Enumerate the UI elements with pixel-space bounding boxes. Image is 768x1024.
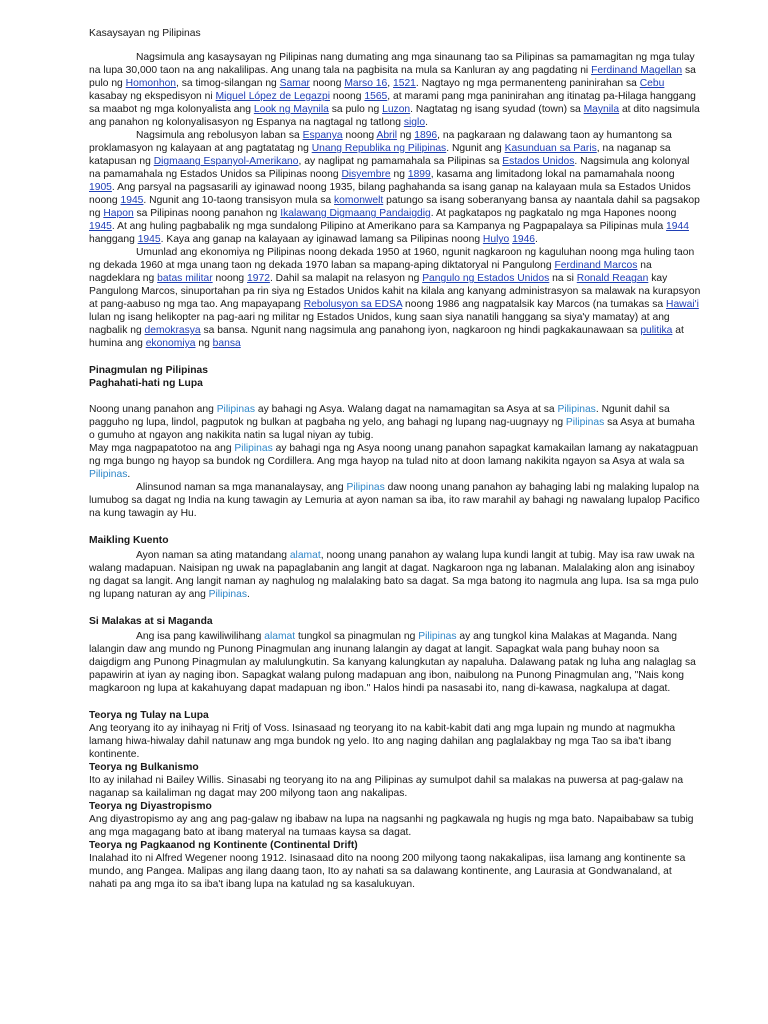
text-run: noong 1986 ang nagpatalsik kay Marcos (na tumakas sa [402, 299, 667, 310]
pagkaanod-paragraph: Inalahad ito ni Alfred Wegener noong 1912. Isinasaad dito na noong 200 milyong taong nakakalipas, iisa lamang ang kontinente sa mundo, ang Pangea. Malipas ang ilang daang taon, Ito ay nahati sa sa dalawang kontinente, ang Laurasia at Gondwanaland, at nahati pa ang mga ito sa iba't ibang lupa na katulad ng sa kasalukuyan. [89, 853, 686, 890]
wiki-link[interactable]: batas militar [157, 273, 213, 284]
wiki-link[interactable]: Hulyo [482, 234, 510, 245]
wiki-link[interactable]: 1905 [89, 182, 112, 193]
wiki-link[interactable]: ekonomiya [145, 338, 196, 349]
text-run: . Dahil sa malapit na relasyon ng [269, 273, 423, 284]
wiki-link[interactable]: Disyembre [341, 169, 391, 180]
wiki-link[interactable]: 1945 [137, 234, 161, 245]
wiki-link[interactable]: Maynila [583, 104, 620, 115]
text-run: ay ang tungkol kina Malakas at Maganda. Nang lalangin daw ang mundo ng Punong Pinagmulan ang inunang lalangin ay dagat at langit. Sapagkat wala pang buhay noon sa daigdigm ang Punong Pinagmulan ay malulungkutin. Sa kanyang kalungkutan ay napaluha. Dalawang patak ng luha ang nalaglag sa papawirin at iyan ay naging ibon. Sapagkat walang pulong madapuan ang ibon, naibulong na Punong Pinagmulan ang, "Nais kong magkaroon ng lupa at kakahuyang dapat madapuan ng ibon." Halos hindi pa nasasabi ito, nang di-kawasa, nagkalupa at dagat. [89, 631, 696, 694]
text-run: Umunlad ang ekonomiya ng Pilipinas noong dekada 1950 at 1960, ngunit nagkaroon ng kaguluhan noong mga huling taon ng dekada 1960 at mga unang taon ng dekada 1970 laban sa mapang-aping diktatoryal ni Pangulong [89, 247, 695, 271]
diyastropismo-paragraph: Ang diyastropismo ay ang ang pag-galaw ng ibabaw na lupa na nagsanhi ng pagkawala ng hugis ng mga bato. Napaibabaw sa tubig ang mga magagang bato at ibang materyal na tumaas kaysa sa dagat. [89, 814, 694, 838]
wiki-link[interactable]: 1946 [512, 234, 536, 245]
wiki-link[interactable]: 1944 [666, 221, 689, 232]
wiki-link[interactable]: Luzon [382, 104, 411, 115]
text-run: , sa timog-silangan ng [176, 78, 280, 89]
wiki-link[interactable]: Abril [376, 130, 398, 141]
text-run: Nagsimula ang kasaysayan ng Pilipinas nang dumating ang mga sinaunang tao sa Pilipinas sa pamamagitan ng mga tulay na lupa 30,000 taon na ang nakalilipas. Ang unang tala na pagbisita na mula sa Kanluran ay ang pagdating ni [89, 52, 695, 76]
text-run: . At ang huling pagbabalik ng mga sundalong Pilipino at Amerikano para sa Kampanya ng Pagpapalaya sa Pilipinas mula [111, 221, 667, 232]
wiki-link[interactable]: 1899 [407, 169, 431, 180]
wiki-link[interactable]: 1945 [120, 195, 144, 206]
text-run: Nagsimula ang rebolusyon laban sa [136, 130, 303, 141]
text-run: . [127, 469, 131, 480]
text-run: hanggang [89, 234, 138, 245]
text-run: at dito nagsimula ang panahon ng kolonyalisasyon ng Espanya na nagtagal ng tatlong [89, 104, 700, 128]
text-run: , na pagkaraan ng dalawang taon ay humantong sa proklamasyon ng kalayaan at ang pagtatatag ng [89, 130, 672, 154]
text-run: sa pulo ng [89, 65, 696, 89]
intro-paragraph-1 [89, 51, 702, 129]
wiki-link[interactable]: Cebu [639, 78, 665, 89]
wiki-link[interactable]: bansa [212, 338, 241, 349]
highlighted-term: alamat [289, 550, 321, 561]
text-run: . Ang parsyal na pagsasarili ay iginawad noong 1935, bilang paghahanda sa isang ganap na kalayaan mula sa Estados Unidos noong [89, 182, 691, 206]
document-title: Kasaysayan ng Pilipinas [89, 28, 201, 39]
text-run: . At pagkatapos ng pagkatalo ng mga Hapones noong [430, 208, 677, 219]
wiki-link[interactable]: siglo [403, 117, 426, 128]
text-run: May mga nagpapatotoo na ang [89, 443, 235, 454]
text-run: Ang isa pang kawiliwilihang [136, 631, 265, 642]
wiki-link[interactable]: demokrasya [144, 325, 201, 336]
text-run: . Ngunit dahil sa pagguho ng lupa, lindol, pagputok ng bulkan at pagbaha ng yelo, ang bahagi ng lupang nag-uugnayy ng [89, 404, 670, 428]
highlighted-term: alamat [264, 631, 296, 642]
text-run: sa Pilipinas noong panahon ng [133, 208, 281, 219]
subsection-heading-diyastropismo: Teorya ng Diyastropismo [89, 801, 212, 812]
wiki-link[interactable]: Hawai'i [666, 299, 699, 310]
text-run: lulan ng isang helikopter na pag-aari ng militar ng Estados Unidos, kung saan siya nanatili hanggang sa siya'y mamatay) at ang nagbalik ng [89, 312, 670, 336]
highlighted-term: Pilipinas [418, 631, 457, 642]
text-run: ng [390, 169, 408, 180]
wiki-link[interactable]: 1565 [364, 91, 388, 102]
text-run: . Nagtatag ng isang syudad (town) sa [410, 104, 584, 115]
wiki-link[interactable]: Digmaang Espanyol-Amerikano [153, 156, 299, 167]
text-run: sa Asya at bumaha o gumuho at ngayon ang nakikita natin sa lugal niyan ay tubig. [89, 417, 695, 441]
text-run: . Nagtayo ng mga permanenteng paninirahan sa [415, 78, 640, 89]
text-run: ng [397, 130, 415, 141]
section-heading-pinagmulan: Pinagmulan ng Pilipinas [89, 365, 209, 376]
text-run: , at marami pang mga paninirahan ang itinatag pa-Hilaga hanggang sa maabot ng mga kolonyalista ang [89, 91, 696, 115]
highlighted-term: Pilipinas [89, 469, 128, 480]
pinagmulan-paragraph-3 [89, 481, 702, 520]
text-run: patungo sa isang soberanyang bansa ay naantala dahil sa pagsakop ng [89, 195, 700, 219]
text-run: na nagdeklara ng [89, 260, 652, 284]
wiki-link[interactable]: Espanya [302, 130, 343, 141]
highlighted-term: Pilipinas [234, 443, 273, 454]
text-run: na si [549, 273, 577, 284]
intro-paragraph-2 [89, 129, 702, 246]
highlighted-term: Pilipinas [216, 404, 256, 415]
text-run: noong [309, 78, 345, 89]
highlighted-term: Pilipinas [557, 404, 596, 415]
text-run: , [387, 78, 393, 89]
subsection-heading-pagkaanod: Teorya ng Pagkaanod ng Kontinente (Continental Drift) [89, 840, 358, 851]
wiki-link[interactable]: Look ng Maynila [253, 104, 329, 115]
wiki-link[interactable]: Rebolusyon sa EDSA [303, 299, 403, 310]
wiki-link[interactable]: Estados Unidos [502, 156, 575, 167]
text-run: noong [330, 91, 365, 102]
bulkanismo-paragraph: Ito ay inilahad ni Bailey Willis. Sinasabi ng teoryang ito na ang Pilipinas ay sumulpot dahil sa malakas na puwersa at pag-galaw na naganap sa kailaliman ng dagat may 200 milyong taon ang nakalipas. [89, 775, 684, 799]
text-run: sa bansa. Ngunit nang nagsimula ang panahong iyon, nagkaroon ng hindi pagkakaunawaan sa [200, 325, 641, 336]
wiki-link[interactable]: 1972 [247, 273, 270, 284]
text-run: ng [195, 338, 213, 349]
highlighted-term: Pilipinas [208, 589, 248, 600]
text-run: . [247, 589, 250, 600]
intro-paragraph-3 [89, 246, 702, 350]
text-run: Ayon naman sa ating matandang [136, 550, 290, 561]
wiki-link[interactable]: Marso 16 [344, 78, 388, 89]
text-run: noong [212, 273, 248, 284]
highlighted-term: Pilipinas [346, 482, 385, 493]
text-run: , kasama ang limitadong lokal na pamamahala noong [430, 169, 675, 180]
wiki-link[interactable]: Kasunduan sa Paris [504, 143, 597, 154]
text-run: Noong unang panahon ang [89, 404, 217, 415]
text-run: noong [342, 130, 377, 141]
wiki-link[interactable]: Unang Republika ng Pilipinas [311, 143, 447, 154]
wiki-link[interactable]: komonwelt [334, 195, 384, 206]
wiki-link[interactable]: Ronald Reagan [576, 273, 649, 284]
text-run: , na naganap sa katapusan ng [89, 143, 671, 167]
text-run: . Ngunit ang [446, 143, 505, 154]
text-run: . [425, 117, 428, 128]
malakas-maganda-paragraph [89, 630, 702, 695]
wiki-link[interactable]: 1896 [414, 130, 438, 141]
kuento-paragraph [89, 549, 702, 601]
text-run: . Ngunit ang 10-taong transisyon mula sa [143, 195, 335, 206]
wiki-link[interactable]: Homonhon [125, 78, 177, 89]
wiki-link[interactable]: Hapon [103, 208, 134, 219]
text-run: at humina ang [89, 325, 684, 349]
text-run: sa pulo ng [328, 104, 383, 115]
text-run: , ay naglipat ng pamamahala sa Pilipinas sa [298, 156, 503, 167]
tulay-na-lupa-paragraph [89, 722, 702, 761]
section-heading-maikling-kuento: Maikling Kuento [89, 535, 169, 546]
wiki-link[interactable]: pulitika [640, 325, 673, 336]
text-run: daw noong unang panahon ay bahaging labi ng malaking lupalop na lumubog sa dagat ng India na kung tawagin ay Lemuria at ayon naman sa iba, ito raw marahil ay bahagi ng nawalang lupalop Pacifico na kung tawagin ay Hu. [89, 482, 700, 519]
text-run: ay bahagi nga ng Asya noong unang panahon sapagkat kamakailan lamang ay nakatagpuan ng mga bungo ng hayop sa bundok ng Cordillera. Ang mga hayop na tulad nito at doon lamang nakikita ngayon sa Asya at wala sa [89, 443, 699, 467]
text-run: Alinsunod naman sa mga mananalaysay, ang [136, 482, 347, 493]
pinagmulan-paragraph-1 [89, 403, 702, 442]
section-heading-malakas-maganda: Si Malakas at si Maganda [89, 616, 213, 627]
wiki-link[interactable]: Ferdinand Marcos [554, 260, 638, 271]
text-run: Ang teoryang ito ay inihayag ni Fritj of Voss. Isinasaad ng teoryang ito na kabit-kabit dati ang mga lupain ng mundo at nagmukha lamang hiwa-hiwalay dahil natunaw ang mga bundok ng yelo. Ito ang naging dahilan ang paglalakbay ng mga Tao sa iba't ibang kontinente. [89, 723, 676, 760]
wiki-link[interactable]: Samar [279, 78, 310, 89]
text-run: , noong unang panahon ay walang lupa kundi langit at tubig. May isa raw uwak na walang madapuan. Naisipan ng uwak na papaglabanin ang langit at dagat. Nagkaroon nga ng labanan. Malalaking alon ang isinaboy ng dagat sa langit. Ang langit naman ay naghulog ng malalaking bato sa dagat. Sa mga batong ito nagmula ang lupa. Isa sa mga pulo ng lupang naturan ay ang [89, 550, 699, 600]
text-run: tungkol sa pinagmulan ng [295, 631, 419, 642]
section-heading-tulay-na-lupa: Teorya ng Tulay na Lupa [89, 710, 209, 721]
section-subheading-paghahati: Paghahati-hati ng Lupa [89, 378, 203, 389]
text-run: ay bahagi ng Asya. Walang dagat na namamagitan sa Asya at sa [255, 404, 558, 415]
wiki-link[interactable]: Pangulo ng Estados Unidos [422, 273, 550, 284]
text-run: . Nagsimula ang kolonyal na pamamahala ng Estados Unidos sa Pilipinas noong [89, 156, 690, 180]
wiki-link[interactable]: 1945 [89, 221, 112, 232]
subsection-heading-bulkanismo: Teorya ng Bulkanismo [89, 762, 199, 773]
highlighted-term: Pilipinas [565, 417, 605, 428]
wiki-link[interactable]: Miguel López de Legazpi [215, 91, 331, 102]
wiki-link[interactable]: Ikalawang Digmaang Pandaigdig [280, 208, 431, 219]
text-run: kasabay ng ekspedisyon ni [89, 91, 216, 102]
wiki-link[interactable]: 1521 [393, 78, 416, 89]
pinagmulan-paragraph-2 [89, 442, 702, 481]
wiki-link[interactable]: Ferdinand Magellan [591, 65, 683, 76]
text-run: kay Pangulong Marcos, sinuportahan pa rin siya ng Estados Unidos kahit na kilala ang kanyang administrasyon sa malawak na kurapsyon at pang-aabuso ng mga tao. Ang mapayapang [89, 273, 701, 310]
text-run: . [535, 234, 538, 245]
text-run: . Kaya ang ganap na kalayaan ay iginawad lamang sa Pilipinas noong [160, 234, 483, 245]
